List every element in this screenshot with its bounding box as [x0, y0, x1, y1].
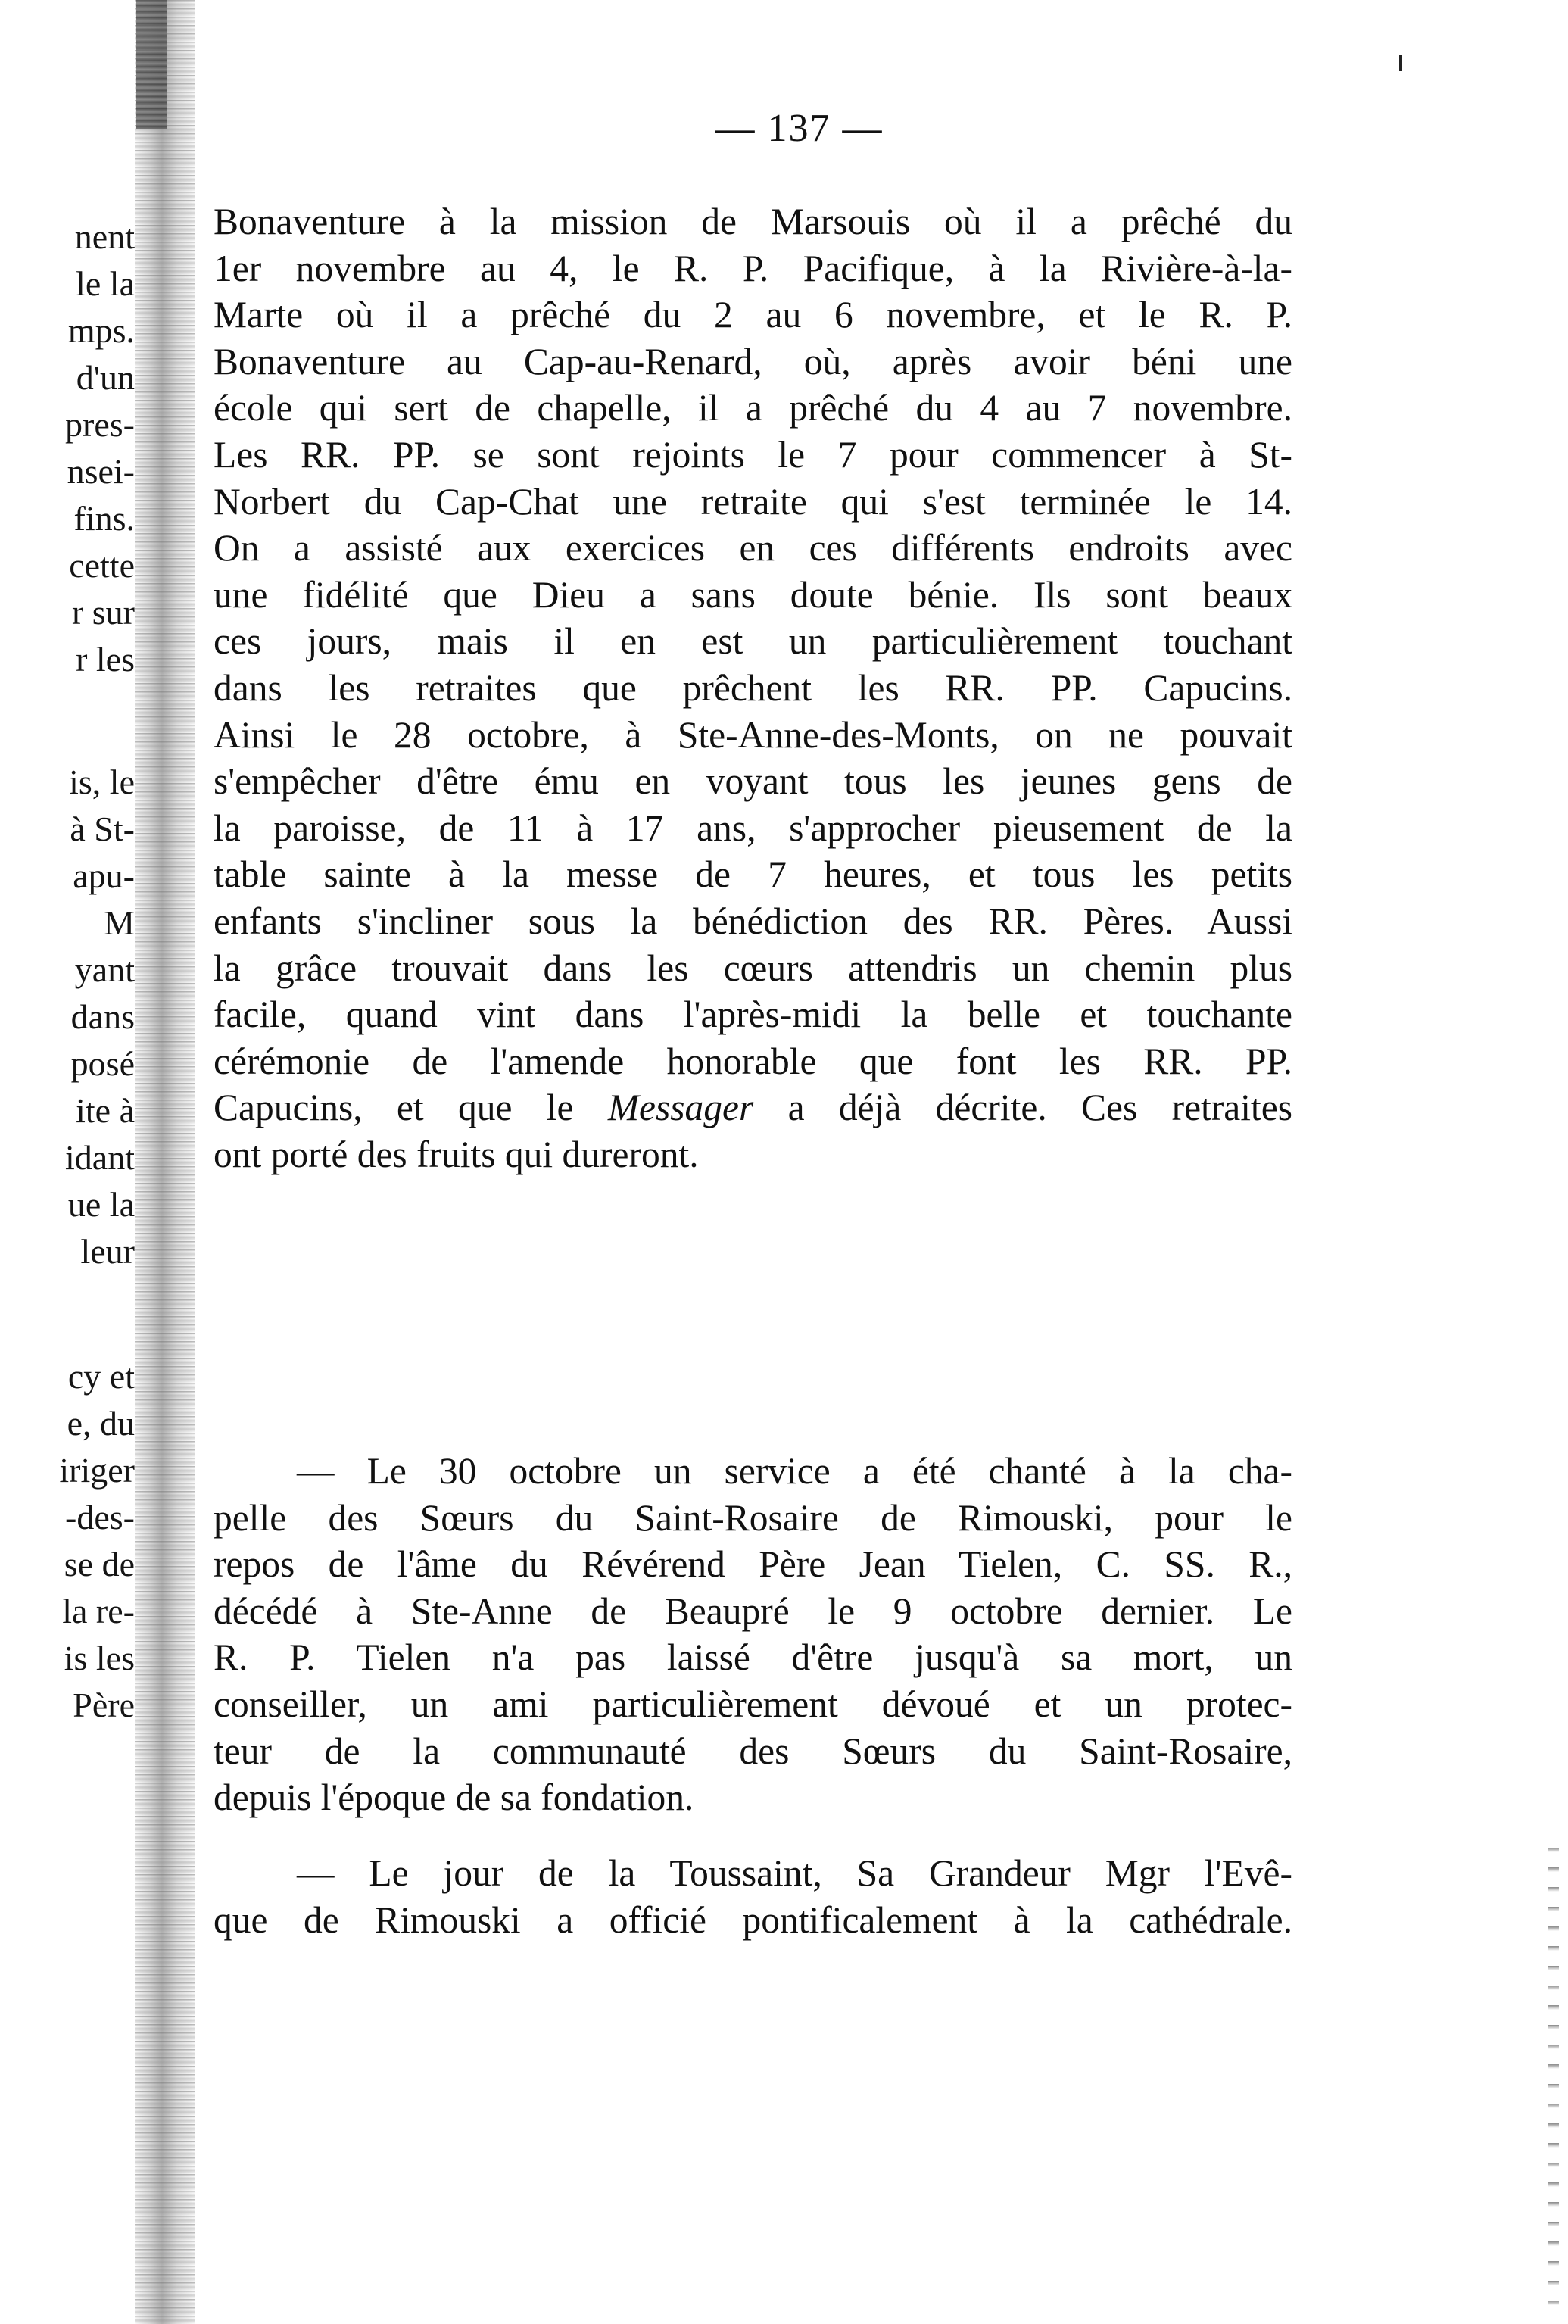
text-line: décédé à Ste-Anne de Beaupré le 9 octobre dernier. Le: [214, 1589, 1292, 1632]
fragment-line: d'un: [76, 358, 135, 397]
binding-gutter: [135, 0, 195, 2324]
text-line: Norbert du Cap-Chat une retraite qui s'est terminée le 14.: [214, 480, 1292, 523]
text-line: Les RR. PP. se sont rejoints le 7 pour commencer à St-: [214, 433, 1292, 476]
text-line: Ainsi le 28 octobre, à Ste-Anne-des-Monts, on ne pouvait: [214, 713, 1292, 756]
text-line: la grâce trouvait dans les cœurs attendris un chemin plus: [214, 947, 1292, 989]
paragraph-1: [214, 198, 1292, 1178]
paragraph-2: [214, 1448, 1292, 1821]
fragment-line: iriger: [59, 1451, 135, 1490]
fragment-line: idant: [65, 1138, 135, 1177]
text-line: On a assisté aux exercices en ces différents endroits avec: [214, 527, 1292, 569]
fragment-line: r les: [76, 640, 135, 678]
text-line: — Le jour de la Toussaint, Sa Grandeur Mgr l'Evê-: [297, 1852, 1292, 1894]
text-line: cérémonie de l'amende honorable que font les RR. PP.: [214, 1040, 1292, 1082]
fragment-line: nent: [74, 217, 135, 256]
fragment-line: is les: [64, 1639, 135, 1677]
fragment-line: cette: [69, 546, 135, 585]
fragment-line: le la: [76, 264, 135, 303]
fragment-line: mps.: [67, 311, 135, 350]
text-line: Bonaventure à la mission de Marsouis où il a prêché du: [214, 201, 1292, 242]
text-line: Bonaventure au Cap-au-Renard, où, après avoir béni une: [214, 340, 1292, 382]
text-line: conseiller, un ami particulièrement dévoué et un protec-: [214, 1683, 1292, 1725]
page-edge-speckles: [1548, 1848, 1559, 2317]
page-number: — 137 —: [715, 107, 884, 150]
text-line: Marte où il a prêché du 2 au 6 novembre, et le R. P.: [214, 294, 1292, 336]
fragment-line: pres-: [65, 405, 135, 444]
fragment-line: posé: [70, 1044, 135, 1083]
fragment-line: se de: [64, 1545, 135, 1583]
text-line: s'empêcher d'être ému en voyant tous les jeunes gens de: [214, 760, 1292, 803]
italic-title: Messager: [607, 1087, 754, 1129]
fragment-line: la re-: [62, 1592, 135, 1630]
fragment-line: leur: [80, 1232, 135, 1271]
text-line: école qui sert de chapelle, il a prêché du 4 au 7 novembre.: [214, 387, 1292, 429]
text-line: teur de la communauté des Sœurs du Saint-Rosaire,: [214, 1730, 1292, 1772]
fragment-line: cy et: [67, 1357, 135, 1396]
fragment-line: fins.: [73, 499, 135, 538]
text-line: dans les retraites que prêchent les RR. PP. Capucins.: [214, 666, 1292, 709]
text-line: ces jours, mais il en est un particulièrement touchant: [214, 620, 1292, 663]
fragment-line: ue la: [67, 1185, 135, 1224]
fragment-line: M: [104, 903, 135, 942]
text-line: depuis l'époque de sa fondation.: [214, 1777, 694, 1819]
text-line: facile, quand vint dans l'après-midi la belle et touchante: [214, 994, 1292, 1036]
text-line: — Le 30 octobre un service a été chanté à la cha-: [297, 1450, 1292, 1492]
paragraph-3: [214, 1850, 1292, 1943]
fragment-line: ite à: [76, 1091, 135, 1130]
text-line: repos de l'âme du Révérend Père Jean Tielen, C. SS. R.,: [214, 1543, 1292, 1586]
fragment-line: yant: [74, 950, 135, 989]
fragment-line: nsei-: [67, 452, 135, 491]
text-line: R. P. Tielen n'a pas laissé d'être jusqu'à sa mort, un: [214, 1636, 1292, 1679]
page-mark: [1399, 55, 1402, 71]
text-line: table sainte à la messe de 7 heures, et tous les petits: [214, 853, 1292, 896]
text-line: enfants s'incliner sous la bénédiction des RR. Pères. Aussi: [214, 900, 1292, 942]
text-line: 1er novembre au 4, le R. P. Pacifique, à la Rivière-à-la-: [214, 247, 1292, 289]
fragment-line: r sur: [71, 593, 135, 632]
fragment-line: -des-: [65, 1498, 135, 1536]
text-line: que de Rimouski a officié pontificalement à la cathédrale.: [214, 1898, 1292, 1941]
text-line: la paroisse, de 11 à 17 ans, s'approcher pieusement de la: [214, 806, 1292, 849]
fragment-line: apu-: [73, 856, 135, 895]
text-line: une fidélité que Dieu a sans doute bénie. Ils sont beaux: [214, 573, 1292, 616]
fragment-line: à St-: [70, 810, 135, 848]
facing-page-fragments: [0, 0, 151, 2324]
fragment-line: is, le: [69, 763, 135, 801]
text-line: pelle des Sœurs du Saint-Rosaire de Rimouski, pour le: [214, 1496, 1292, 1539]
fragment-line: e, du: [67, 1404, 135, 1443]
fragment-line: dans: [70, 997, 135, 1036]
text-line: Capucins, et que le Messager a déjà décrite. Ces retraites: [214, 1087, 1293, 1129]
text-line: ont porté des fruits qui dureront.: [214, 1133, 699, 1175]
fragment-line: Père: [73, 1686, 135, 1724]
